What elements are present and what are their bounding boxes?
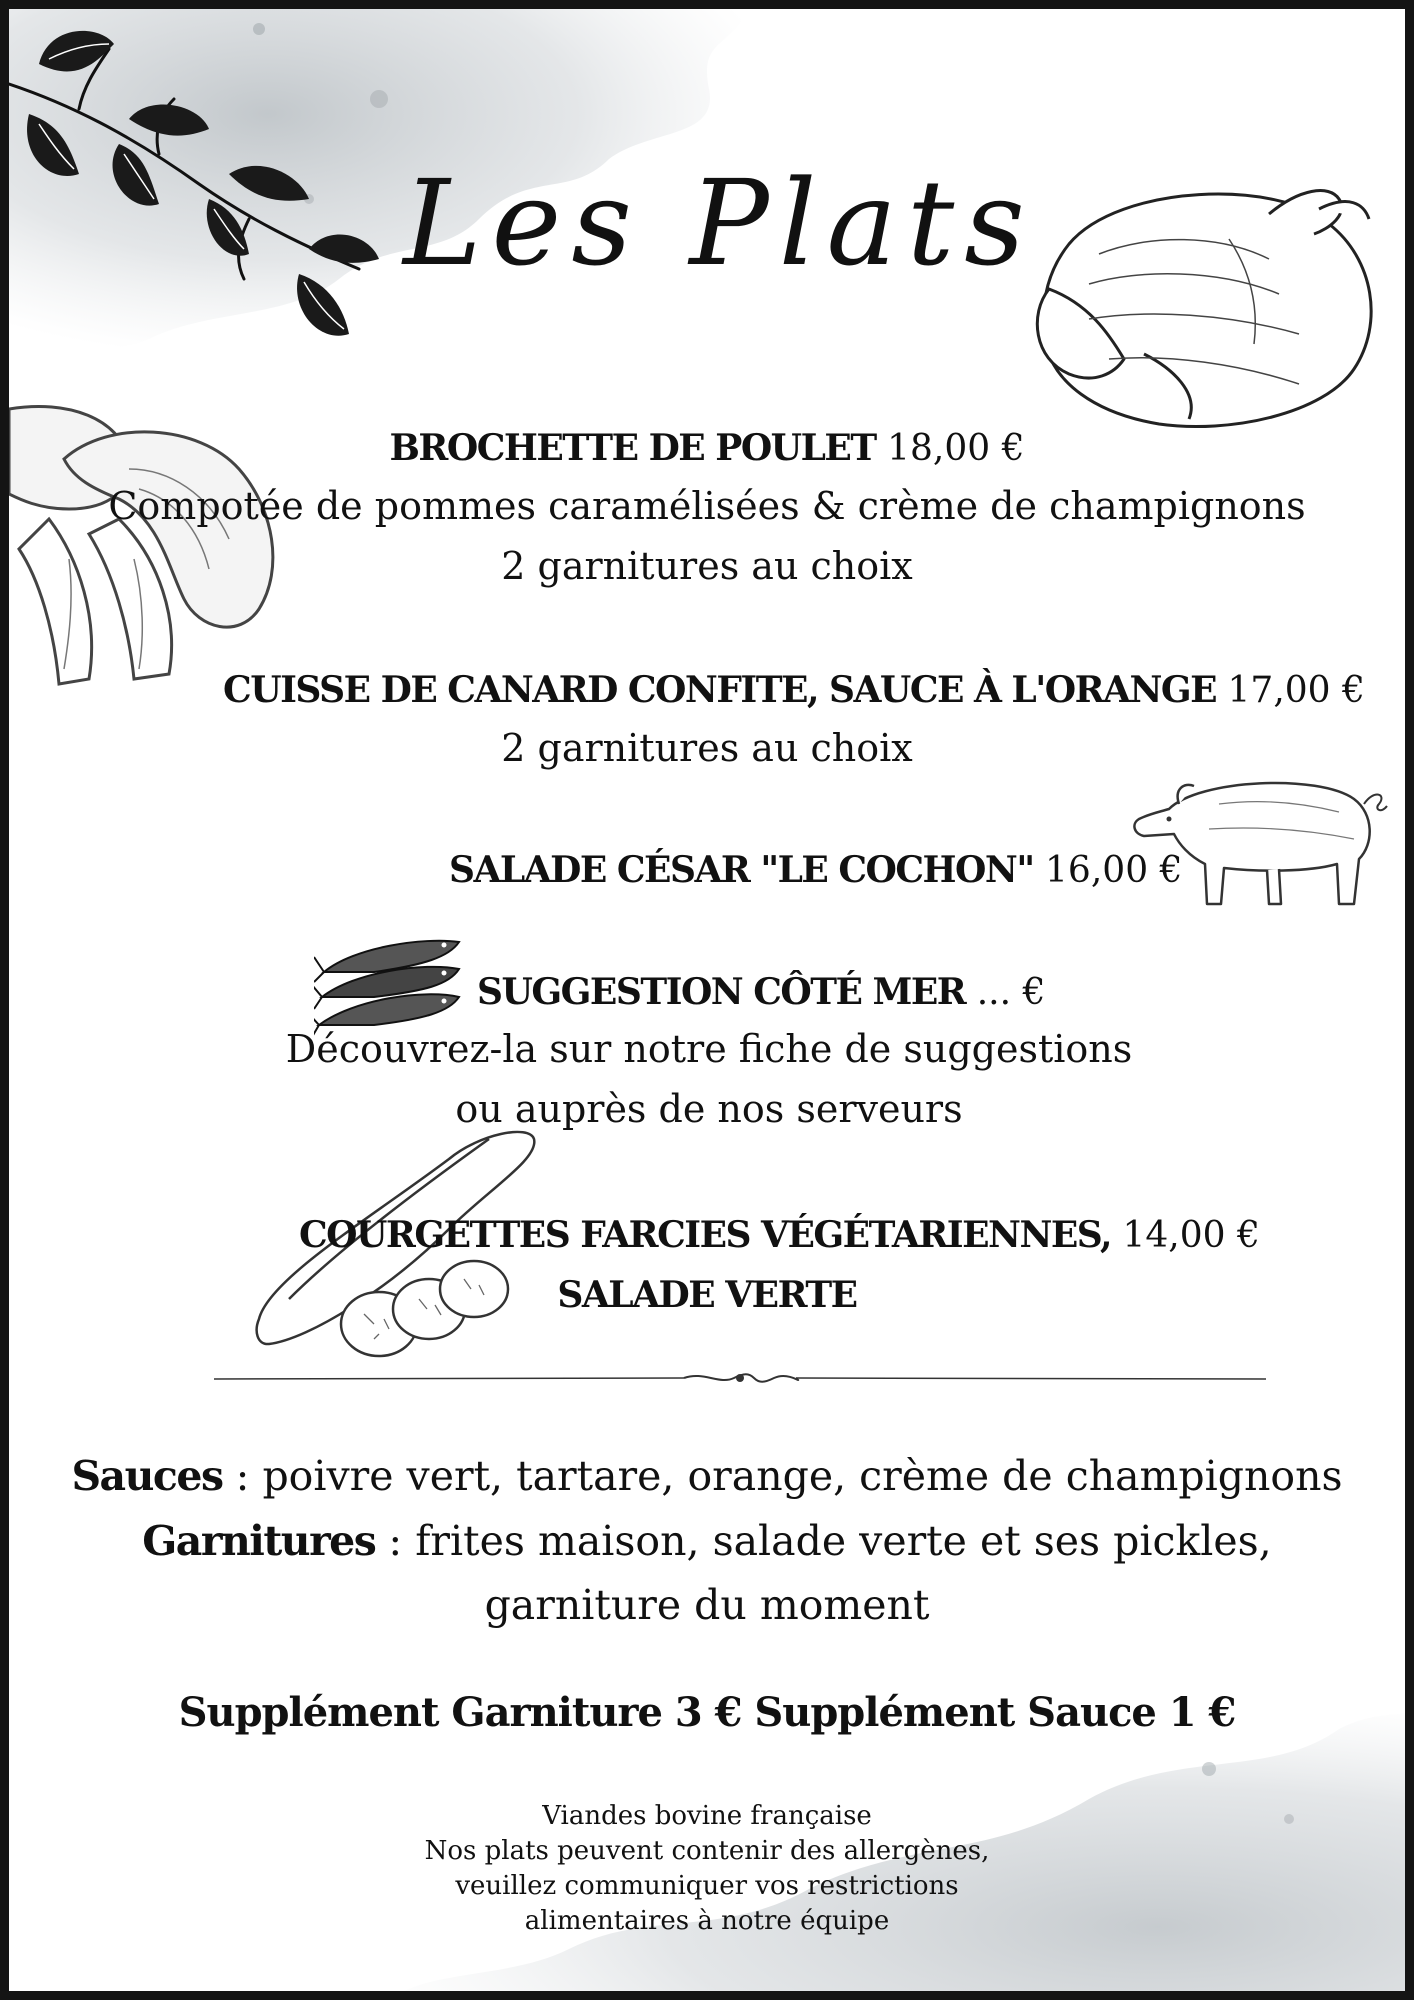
dish-subtitle: SALADE VERTE <box>557 1274 857 1316</box>
menu-title: Les Plats <box>403 154 1035 292</box>
footer-note: alimentaires à notre équipe <box>524 1906 890 1936</box>
dish-cuisse-canard <box>214 669 1374 711</box>
dish-name: SALADE CÉSAR "LE COCHON" <box>449 849 1034 891</box>
supplements-line: Supplément Garniture 3 € Supplément Sauce 1 € <box>178 1689 1236 1736</box>
garnitures-text: : frites maison, salade verte et ses pickles, <box>375 1517 1272 1565</box>
dish-name: SUGGESTION CÔTÉ MER <box>477 971 966 1013</box>
garnitures-line <box>9 1517 1405 1565</box>
dish-description: 2 garnitures au choix <box>501 726 913 770</box>
ornament-divider-icon <box>214 1367 1266 1391</box>
footer-note: veuillez communiquer vos restrictions <box>455 1871 959 1901</box>
sauces-text: : poivre vert, tartare, orange, crème de champignons <box>222 1452 1343 1500</box>
footer-note: Viandes bovine française <box>542 1801 872 1831</box>
dish-name: CUISSE DE CANARD CONFITE, SAUCE À L'ORANGE <box>223 669 1217 711</box>
sauces-label: Sauces <box>71 1452 223 1500</box>
garnitures-text-continued: garniture du moment <box>484 1581 930 1629</box>
footer-note: Nos plats peuvent contenir des allergènes, <box>424 1836 990 1866</box>
dish-description: Compotée de pommes caramélisées & crème de champignons <box>108 484 1306 528</box>
dish-price: 17,00 € <box>1227 670 1365 711</box>
dish-description <box>9 1274 1405 1316</box>
sardines-icon <box>314 927 474 1037</box>
dish-suggestion-mer <box>477 971 1077 1013</box>
dish-price: ... € <box>976 972 1046 1013</box>
dish-description: 2 garnitures au choix <box>501 544 913 588</box>
herb-branch-icon <box>9 24 389 354</box>
garnitures-label: Garnitures <box>142 1517 376 1565</box>
dish-courgettes-farcies <box>269 1214 1339 1256</box>
dish-brochette-poulet <box>9 427 1405 469</box>
dish-name: COURGETTES FARCIES VÉGÉTARIENNES, <box>299 1214 1112 1256</box>
chicken-icon <box>1029 174 1389 439</box>
sauces-line <box>9 1452 1405 1500</box>
dish-salade-cesar <box>449 849 1189 891</box>
dish-price: 14,00 € <box>1122 1215 1260 1256</box>
dish-price: 16,00 € <box>1045 850 1183 891</box>
dish-description: ou auprès de nos serveurs <box>455 1087 963 1131</box>
pig-icon <box>1129 764 1389 914</box>
dish-name: BROCHETTE DE POULET <box>389 427 876 469</box>
dish-price: 18,00 € <box>887 428 1025 469</box>
dish-description: Découvrez-la sur notre fiche de suggestions <box>285 1027 1133 1071</box>
